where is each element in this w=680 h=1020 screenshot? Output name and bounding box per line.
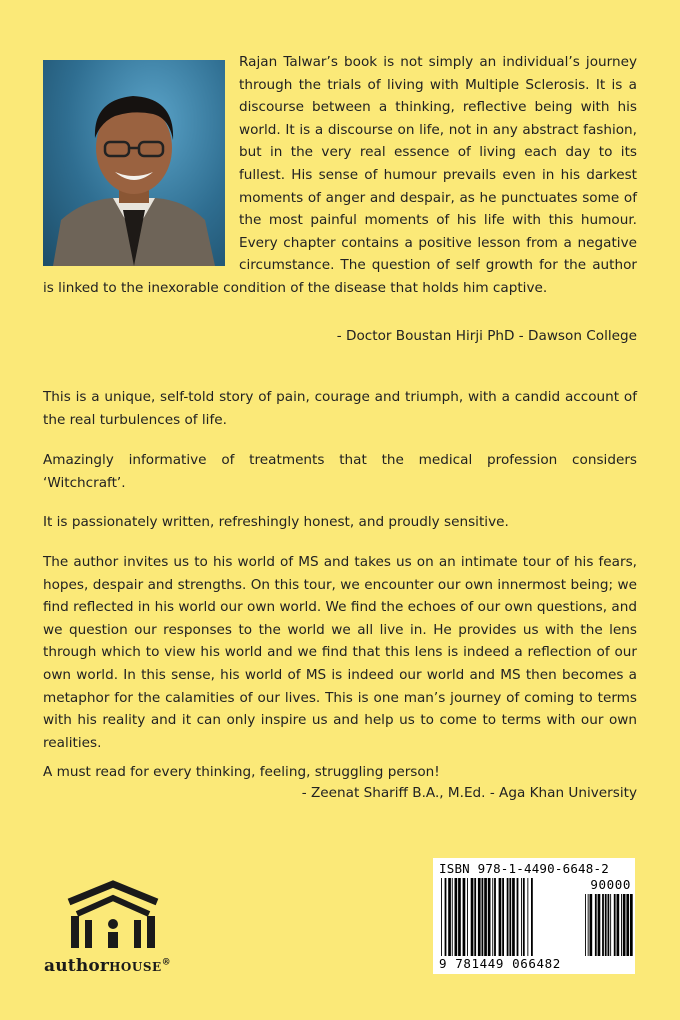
barcode-bar <box>531 878 533 956</box>
barcode-bar <box>521 878 522 956</box>
barcode-bar <box>445 878 447 956</box>
barcode-bar <box>523 878 525 956</box>
registered-mark: ® <box>161 957 171 968</box>
barcode-addon-bar <box>602 894 604 956</box>
publisher-name-part1: author <box>44 956 110 976</box>
barcode-addon-bar <box>585 894 586 956</box>
barcode-addon-bar <box>590 894 593 956</box>
closing-attribution: - Zeenat Shariff B.A., M.Ed. - Aga Khan University <box>301 785 637 801</box>
intro-section <box>43 51 637 300</box>
barcode-bar <box>484 878 487 956</box>
barcode-addon-bar <box>626 894 629 956</box>
barcode-bar <box>492 878 493 956</box>
paragraph-4-block <box>43 551 637 754</box>
barcode-bar <box>488 878 491 956</box>
paragraph-3: It is passionately written, refreshingly honest, and proudly sensitive. <box>43 514 509 530</box>
barcode-bar <box>478 878 481 956</box>
barcode-bar <box>499 878 502 956</box>
barcode-addon-bar <box>588 894 589 956</box>
barcode-addon-bar <box>598 894 601 956</box>
barcode-bar <box>458 878 461 956</box>
barcode-bar <box>467 878 468 956</box>
barcode-addon-bar <box>608 894 610 956</box>
barcode-bar <box>482 878 484 956</box>
barcode-addon-bar <box>605 894 607 956</box>
isbn-barcode <box>433 858 635 974</box>
paragraph-1-block <box>43 386 637 431</box>
paragraph-5-block <box>43 761 637 784</box>
barcode-bar <box>474 878 476 956</box>
publisher-name-part2: HOUSE <box>109 960 162 974</box>
barcode-addon-bar <box>630 894 633 956</box>
barcode-addon-bar <box>595 894 597 956</box>
publisher-name <box>44 956 171 976</box>
barcode-bar <box>463 878 466 956</box>
paragraph-3-block <box>43 511 637 534</box>
barcode-bar <box>507 878 509 956</box>
price-code: 90000 <box>590 877 631 892</box>
barcode-digits: 9 781449 066482 <box>439 956 561 971</box>
barcode-bar <box>527 878 528 956</box>
paragraph-4: The author invites us to his world of MS and takes us on an intimate tour of his fears, hopes, despair and strengths. On this tour, we encounter our own innermost being; we find reflected in his world our own world. We find the echoes of our own questions, and we question our responses to the world we all live in. He provides us with the lens through which to view his world and we find that this lens is indeed a reflection of our own world. In this sense, his world of MS is indeed our world and MS then becomes a metaphor for the calamities of our lives. This is one man’s journey of coming to terms with his reality and it can only inspire us and help us to come to terms with our own realities. <box>43 554 637 751</box>
barcode-addon-bar <box>623 894 626 956</box>
paragraph-2-block <box>43 449 637 494</box>
paragraph-1: This is a unique, self-told story of pain, courage and triumph, with a candid account of the real turbulences of life. <box>43 389 637 428</box>
barcode-bar <box>455 878 458 956</box>
barcode-bar <box>512 878 515 956</box>
paragraph-2: Amazingly informative of treatments that the medical profession considers ‘Witchcraft’. <box>43 452 637 491</box>
barcode-bar <box>448 878 451 956</box>
barcode-bar <box>471 878 474 956</box>
paragraph-5: A must read for every thinking, feeling, struggling person! <box>43 764 440 780</box>
barcode-bar <box>502 878 504 956</box>
intro-attribution: - Doctor Boustan Hirji PhD - Dawson College <box>336 328 637 344</box>
barcode-bar <box>517 878 519 956</box>
barcode-bar <box>452 878 453 956</box>
barcode-addon-bar <box>621 894 622 956</box>
isbn-label: ISBN 978-1-4490-6648-2 <box>439 861 609 876</box>
intro-paragraph: Rajan Talwar’s book is not simply an individual’s journey through the trials of living with Multiple Sclerosis. It is a discourse between a thinking, reflective being with his world. It is a discourse on life, not in any abstract fashion, but in the very real essence of living each day to its fullest. His sense of humour prevails even in his darkest moments of anger and despair, as he punctuates some of the most painful moments of his life with this humour. Every chapter contains a positive lesson from a negative circumstance. The question of self growth for the author is linked to the inexorable condition of the disease that holds him captive. <box>43 54 637 296</box>
barcode-addon-bar <box>614 894 616 956</box>
barcode-addon-bar <box>617 894 620 956</box>
barcode-bar <box>441 878 442 956</box>
barcode-bar <box>494 878 496 956</box>
barcode-addon-bar <box>610 894 611 956</box>
barcode-bar <box>509 878 511 956</box>
